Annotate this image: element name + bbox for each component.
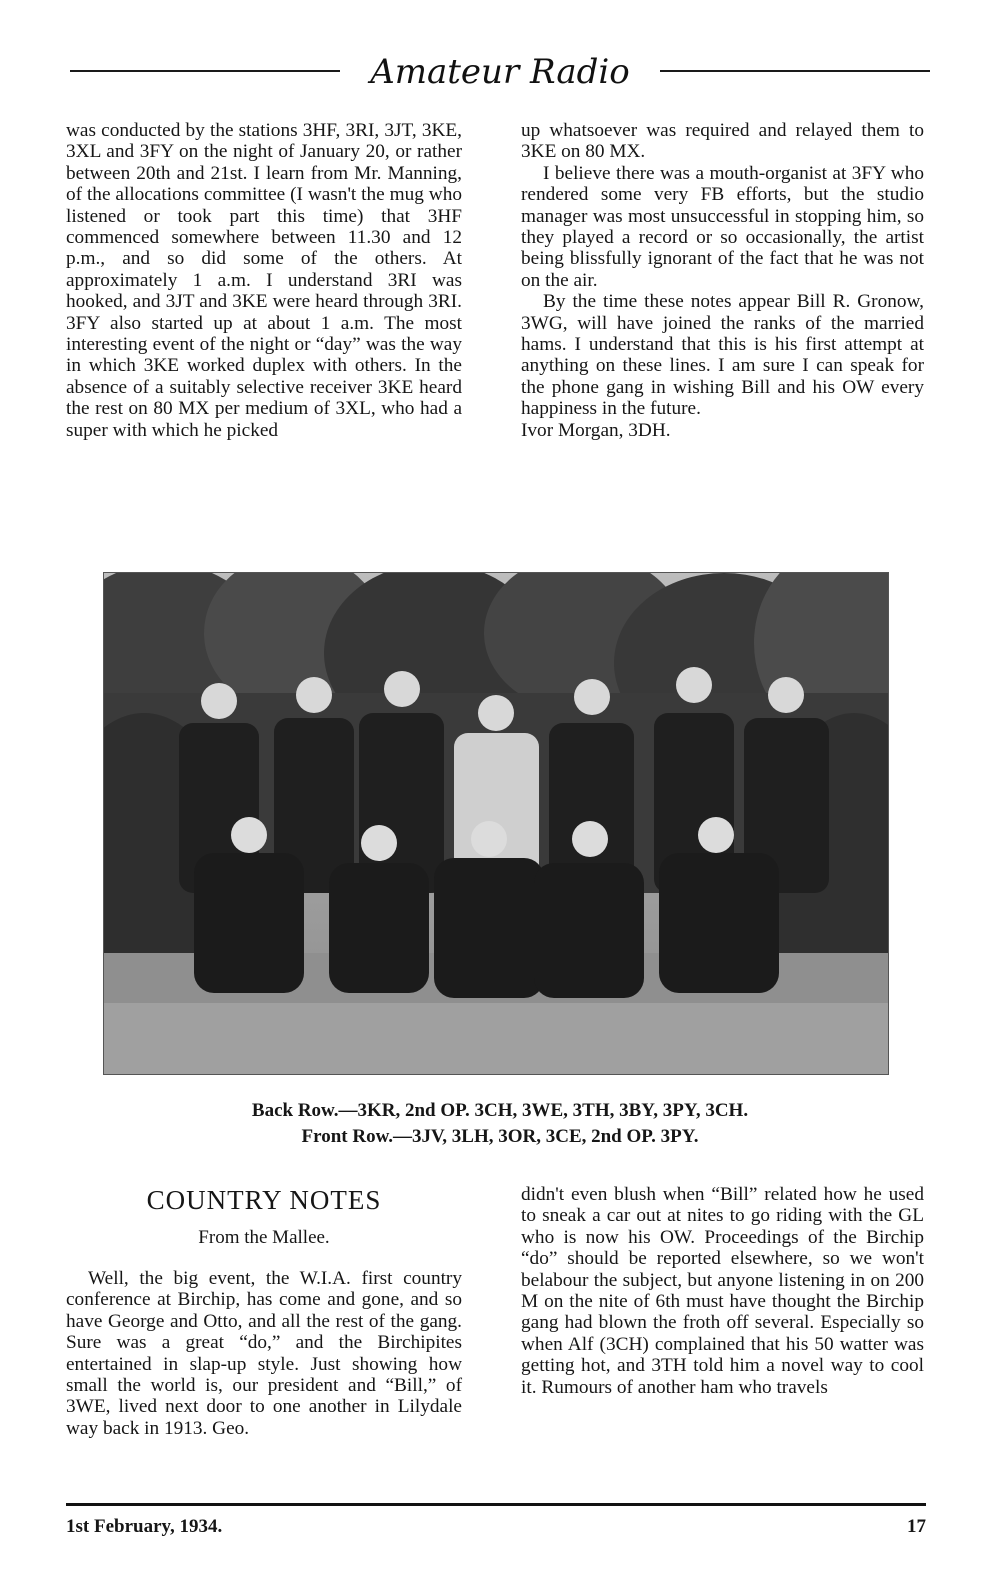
article-paragraph: Well, the big event, the W.I.A. first country conference at Birchip, has come and gone, and so have George and Otto, and all the rest of the gang. Sure was a great “do,” and the Birchipites entertained in slap-up style. Just showing how small the world is, our president and “Bill,” of 3WE, lived next door to one another in Lilydale way back in 1913. Geo. bbox=[66, 1268, 462, 1439]
footer-rule bbox=[66, 1503, 926, 1506]
group-photograph bbox=[103, 572, 889, 1075]
article-column-bottom-left bbox=[66, 1268, 462, 1439]
article-paragraph: I believe there was a mouth-organist at 3FY who rendered some very FB efforts, but the studio manager was most unsuccessful in stopping him, so they played a record or so occasionally, the artist being blissfully ignorant of the fact that he was not on the air. bbox=[521, 162, 924, 291]
section-heading: COUNTRY NOTES bbox=[146, 1185, 382, 1215]
article-column-top-right bbox=[521, 120, 924, 441]
magazine-title: Amateur Radio bbox=[370, 52, 630, 92]
issue-date: 1st February, 1934. bbox=[66, 1516, 223, 1537]
page-number: 17 bbox=[907, 1516, 926, 1537]
masthead-rule-right bbox=[660, 70, 930, 72]
article-column-top-left bbox=[66, 120, 462, 441]
photo-caption-front-row: Front Row.—3JV, 3LH, 3OR, 3CE, 2nd OP. 3PY. bbox=[301, 1126, 699, 1147]
group-photo-image bbox=[104, 573, 888, 1074]
article-column-bottom-right bbox=[521, 1184, 924, 1398]
article-paragraph: By the time these notes appear Bill R. Gronow, 3WG, will have joined the ranks of the married hams. I understand that this is his first attempt at anything on these lines. I am sure I can speak for the phone gang in wishing Bill and his OW every happiness in the future. bbox=[521, 291, 924, 420]
article-paragraph: up whatsoever was required and relayed them to 3KE on 80 MX. bbox=[521, 120, 924, 163]
section-subheading: From the Mallee. bbox=[198, 1227, 330, 1248]
article-paragraph: didn't even blush when “Bill” related how he used to sneak a car out at nites to go riding with the GL who is now his OW. Proceedings of the Birchip “do” should be reported elsewhere, so we won't belabour the subject, but anyone listening in on 200 M on the nite of 6th must have thought the Birchip gang had blown the froth off several. Especially so when Alf (3CH) complained that his 50 watter was getting hot, and 3TH told him a novel way to cool it. Rumours of another ham who travels bbox=[521, 1184, 924, 1398]
author-signature: Ivor Morgan, 3DH. bbox=[521, 419, 671, 441]
masthead-rule-left bbox=[70, 70, 340, 72]
photo-caption-back-row: Back Row.—3KR, 2nd OP. 3CH, 3WE, 3TH, 3BY, 3PY, 3CH. bbox=[251, 1100, 749, 1121]
masthead bbox=[70, 54, 930, 98]
article-paragraph: was conducted by the stations 3HF, 3RI, 3JT, 3KE, 3XL and 3FY on the night of January 20, or rather between 20th and 21st. I learn from Mr. Manning, of the allocations committee (I wasn't the mug who listened or took part this time) that 3HF commenced somewhere between 11.30 and 12 p.m., and so did some of the others. At approximately 1 a.m. I understand 3RI was hooked, and 3JT and 3KE were heard through 3RI. 3FY also started up at about 1 a.m. The most interesting event of the night or “day” was the way in which 3KE worked duplex with others. In the absence of a suitably selective receiver 3KE heard the rest on 80 MX per medium of 3XL, who had a super with which he picked bbox=[66, 120, 462, 441]
